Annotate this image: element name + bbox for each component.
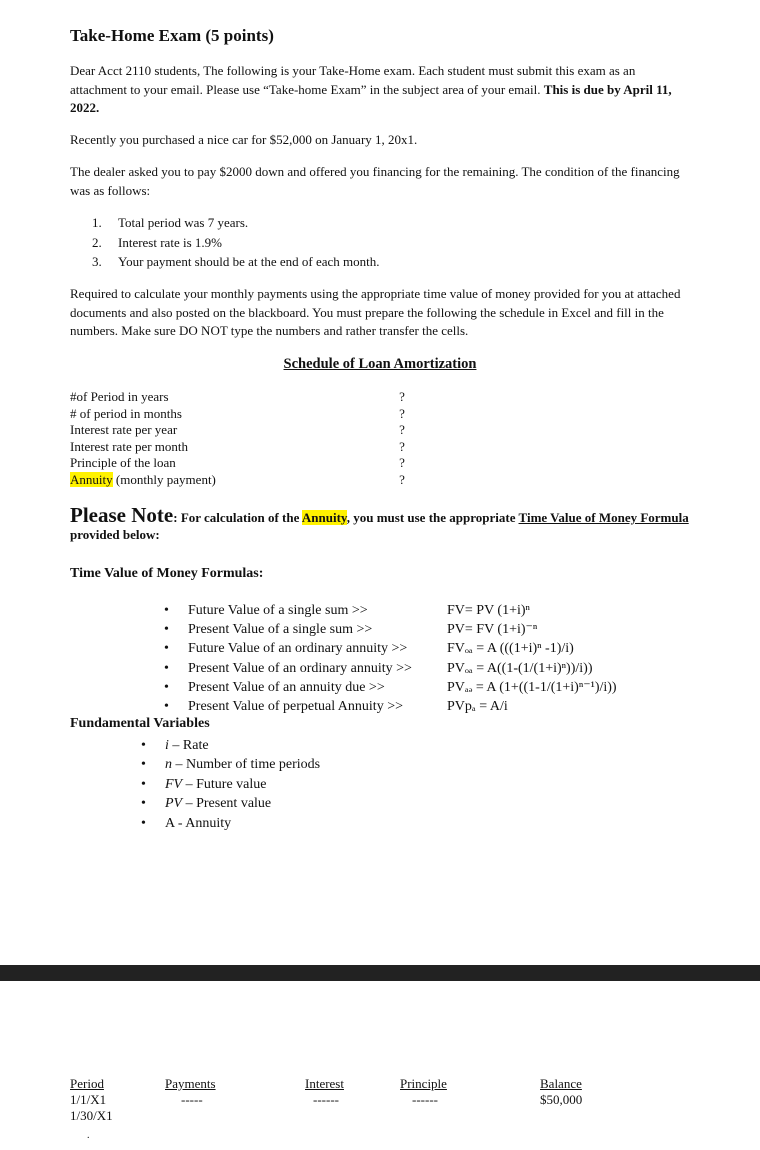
list-item: 3. Your payment should be at the end of each month. xyxy=(92,254,380,269)
list-item: • n – Number of time periods xyxy=(141,755,320,774)
schedule-labels xyxy=(70,389,216,489)
formula: PVpₐ = A/i xyxy=(447,699,508,715)
payments-column xyxy=(165,1076,216,1108)
bullet-icon: • xyxy=(141,738,146,753)
bullet-icon: • xyxy=(164,641,169,657)
column-header: Payments xyxy=(165,1076,216,1091)
schedule-label: Interest rate per year xyxy=(70,422,178,438)
annuity-highlight: Annuity xyxy=(301,510,347,525)
formula-expressions xyxy=(447,601,617,716)
variables-list xyxy=(141,736,320,833)
due-date: This is due by April 11, 2022. xyxy=(70,81,672,115)
trailing-mark: . xyxy=(87,1130,90,1141)
purchase-paragraph: Recently you purchased a nice car for $52,000 on January 1, 20x1. xyxy=(70,132,418,147)
schedule-value: ? xyxy=(399,438,405,454)
formula: PV= FV (1+i)⁻ⁿ xyxy=(447,622,538,638)
interest-column xyxy=(305,1076,344,1108)
dealer-paragraph: The dealer asked you to pay $2000 down and offered you financing for the remaining. The condition of the financing was as follows: xyxy=(70,164,680,198)
schedule-title: Schedule of Loan Amortization xyxy=(283,356,477,372)
bullet-icon: • xyxy=(141,815,146,831)
formula: FVₒₐ = A (((1+i)ⁿ -1)/i) xyxy=(447,641,574,657)
note-heading: Please Note xyxy=(70,503,174,527)
list-item: • Future Value of a single sum >> xyxy=(164,601,412,620)
bullet-icon: • xyxy=(164,699,169,715)
bullet-icon: • xyxy=(164,603,169,618)
schedule-value: ? xyxy=(399,471,405,487)
formula: PVₐₔ = A (1+((1-1/(1+i)ⁿ⁻¹)/i)) xyxy=(447,679,617,695)
schedule-label: Principle of the loan xyxy=(70,455,176,471)
tvm-title: Time Value of Money Formulas: xyxy=(70,566,264,581)
balance-column xyxy=(540,1076,582,1108)
column-header: Period xyxy=(70,1076,104,1091)
schedule-label: Annuity (monthly payment) xyxy=(70,471,216,487)
table-cell: ------ xyxy=(412,1092,438,1107)
schedule-value: ? xyxy=(399,389,405,404)
table-cell: ------ xyxy=(313,1092,339,1107)
formula-names xyxy=(164,601,412,716)
formula: PVₒₐ = A((1-(1/(1+i)ⁿ))/i)) xyxy=(447,660,593,676)
bullet-icon: • xyxy=(164,622,169,638)
list-item: • FV – Future value xyxy=(141,775,320,794)
schedule-value: ? xyxy=(399,455,405,471)
list-item: • A - Annuity xyxy=(141,814,320,833)
bullet-icon: • xyxy=(141,796,146,812)
list-item: • i – Rate xyxy=(141,736,320,755)
table-cell: 1/30/X1 xyxy=(70,1108,113,1123)
table-cell: 1/1/X1 xyxy=(70,1092,107,1107)
principle-column xyxy=(400,1076,447,1108)
list-item: 2. Interest rate is 1.9% xyxy=(92,234,222,250)
schedule-label: Interest rate per month xyxy=(70,438,189,454)
list-item: 1. Total period was 7 years. xyxy=(92,215,249,230)
bullet-icon: • xyxy=(164,679,169,695)
schedule-value: ? xyxy=(399,422,405,438)
schedule-values xyxy=(394,389,410,489)
list-item: • Present Value of an ordinary annuity >> xyxy=(164,659,412,678)
please-note: Please Note: For calculation of the Annuity, you must use the appropriate Time Value of Money Formula provided below: xyxy=(70,503,689,542)
table-cell: $50,000 xyxy=(540,1092,583,1107)
column-header: Principle xyxy=(400,1076,447,1091)
exam-title: Take-Home Exam (5 points) xyxy=(70,26,274,45)
bullet-icon: • xyxy=(141,776,146,792)
annuity-highlight: Annuity xyxy=(70,471,113,487)
schedule-value: ? xyxy=(399,405,405,421)
schedule-label: # of period in months xyxy=(70,405,182,421)
list-item: • Present Value of an annuity due >> xyxy=(164,678,412,697)
list-item: • Present Value of a single sum >> xyxy=(164,620,412,639)
column-header: Balance xyxy=(540,1076,582,1091)
conditions-list xyxy=(92,213,380,272)
column-header: Interest xyxy=(305,1076,344,1091)
formula: FV= PV (1+i)ⁿ xyxy=(447,603,530,618)
bullet-icon: • xyxy=(164,660,169,676)
tvm-formula-reference: Time Value of Money Formula xyxy=(518,510,689,525)
list-item: • PV – Present value xyxy=(141,794,320,813)
fundamental-variables-title: Fundamental Variables xyxy=(70,716,210,731)
intro-text: Dear Acct 2110 students, The following is your Take-Home exam. Each student must submit this exam as an attachment to your email. Please use “Take-home Exam” in the subject area of your email. xyxy=(70,63,636,97)
period-column xyxy=(70,1076,113,1124)
list-item: • Future Value of an ordinary annuity >> xyxy=(164,639,412,658)
bullet-icon: • xyxy=(141,757,146,773)
intro-paragraph xyxy=(70,62,690,118)
schedule-label: #of Period in years xyxy=(70,389,169,404)
page-divider xyxy=(0,965,760,981)
required-paragraph: Required to calculate your monthly payments using the appropriate time value of money provided for you at attached documents and also posted on the blackboard. You must prepare the following the schedule in Excel and fill in the numbers. Make sure DO NOT type the numbers and rather transfer the cells. xyxy=(70,286,681,338)
list-item: • Present Value of perpetual Annuity >> xyxy=(164,697,412,716)
table-cell: ----- xyxy=(181,1092,203,1107)
